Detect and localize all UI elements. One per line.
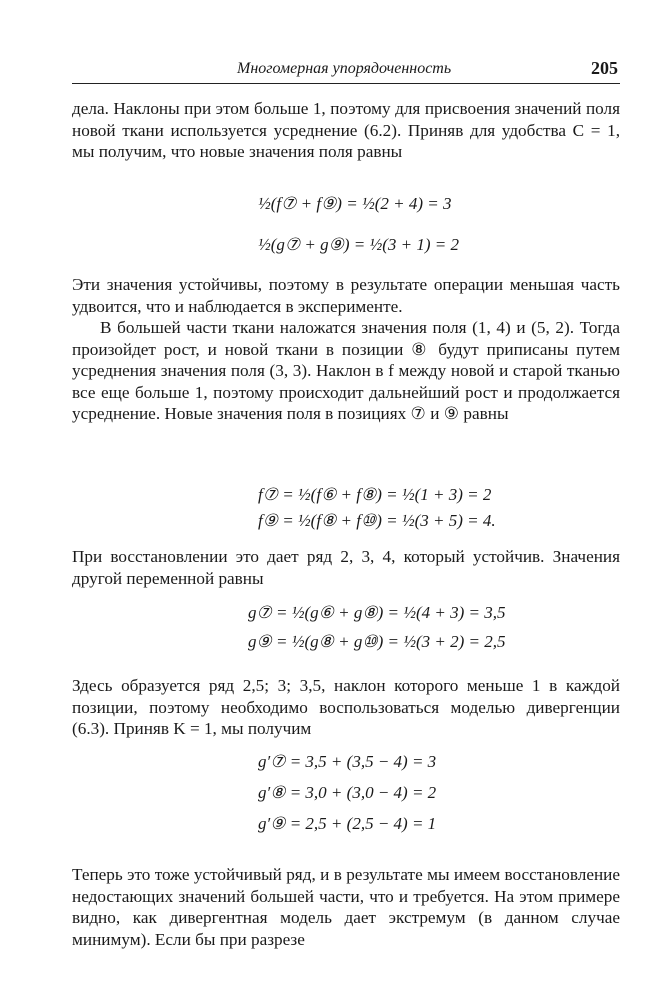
- equation-1: ½(f⑦ + f⑨) = ½(2 + 4) = 3: [258, 194, 452, 213]
- paragraph-2: Эти значения устойчивы, поэтому в результате операции меньшая часть удвоится, что и наблюдается в эксперименте.: [72, 275, 620, 316]
- equation-8: g′⑧ = 3,0 + (3,0 − 4) = 2: [258, 783, 437, 802]
- paragraph-5: Здесь образуется ряд 2,5; 3; 3,5, наклон которого меньше 1 в каждой позиции, поэтому необходимо воспользоваться моделью дивергенции (6.3). Приняв K = 1, мы получим: [72, 676, 620, 738]
- paragraph-4: При восстановлении это дает ряд 2, 3, 4, который устойчив. Значения другой переменной равны: [72, 547, 620, 588]
- equation-4: f⑨ = ½(f⑧ + f⑩) = ½(3 + 5) = 4.: [258, 511, 496, 530]
- equation-7: g′⑦ = 3,5 + (3,5 − 4) = 3: [258, 752, 437, 771]
- equation-6: g⑨ = ½(g⑧ + g⑩) = ½(3 + 2) = 2,5: [248, 632, 506, 651]
- paragraph-1: дела. Наклоны при этом больше 1, поэтому для присвоения значений поля новой ткани используется усреднение (6.2). Приняв для удобства C = 1, мы получим, что новые значения поля равны: [72, 99, 620, 161]
- running-header: [72, 58, 620, 82]
- paragraph-3: В большей части ткани наложатся значения поля (1, 4) и (5, 2). Тогда произойдет рост, и новой ткани в позиции ⑧ будут приписаны путем усреднения значения поля (3, 3). Наклон в f между новой и старой тканью все еще больше 1, поэтому происходит дальнейший рост и продолжается усреднение. Новые значения поля в позициях ⑦ и ⑨ равны: [72, 318, 620, 423]
- equation-9: g′⑨ = 2,5 + (2,5 − 4) = 1: [258, 814, 437, 833]
- equation-3: f⑦ = ½(f⑥ + f⑧) = ½(1 + 3) = 2: [258, 485, 492, 504]
- equation-5: g⑦ = ½(g⑥ + g⑧) = ½(4 + 3) = 3,5: [248, 603, 506, 622]
- page-number: 205: [591, 58, 618, 78]
- equation-2: ½(g⑦ + g⑨) = ½(3 + 1) = 2: [258, 235, 460, 254]
- header-title: Многомерная упорядоченность: [237, 60, 452, 77]
- header-rule: [72, 83, 620, 84]
- paragraph-6: Теперь это тоже устойчивый ряд, и в результате мы имеем восстановление недостающих значений большей части, что и требуется. На этом примере видно, как дивергентная модель дает экстремум (в данном случае минимум). Если бы при разрезе: [72, 865, 620, 949]
